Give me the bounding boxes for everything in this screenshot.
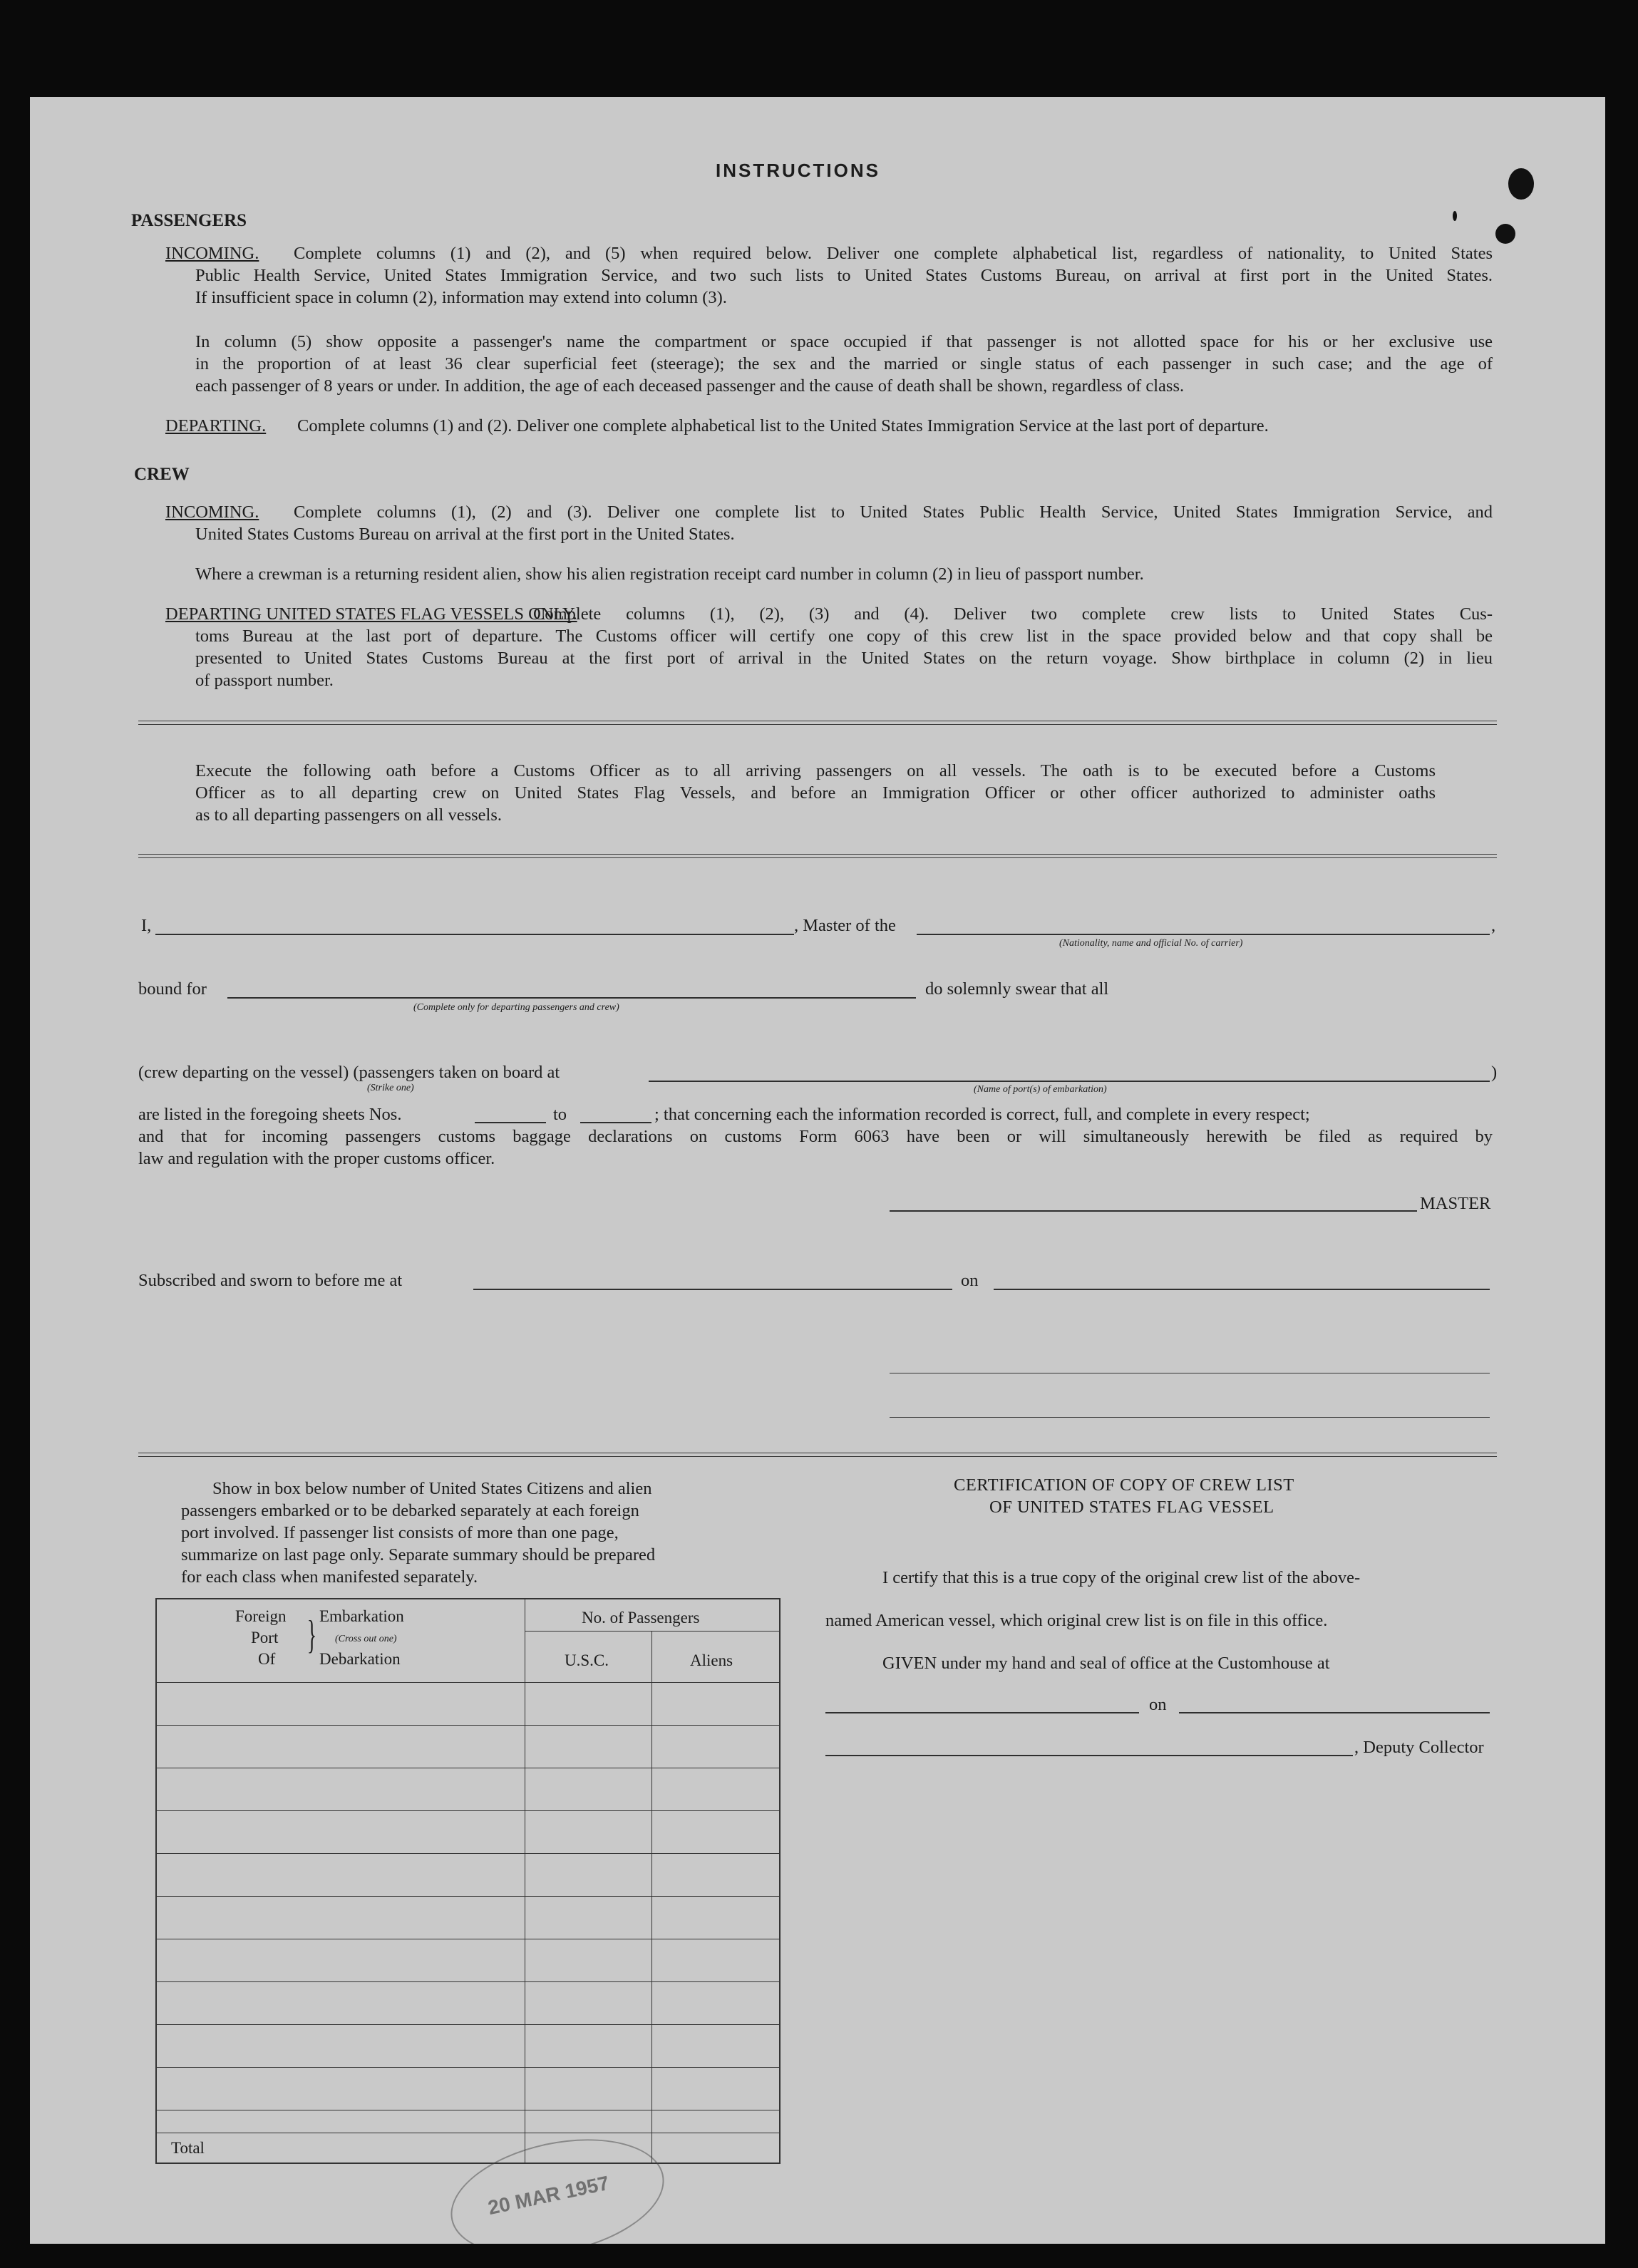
bound-caption: (Complete only for departing passengers and crew) bbox=[413, 1002, 619, 1013]
table-row bbox=[157, 1810, 779, 1811]
crew-incoming-line: Complete columns (1), (2) and (3). Deliver one complete list to United States Public Health Service, United States Immigration Service, and bbox=[294, 502, 1493, 522]
crew-alien-text: Where a crewman is a returning resident alien, show his alien registration receipt card number in column (2) in lieu of passport number. bbox=[195, 565, 1144, 584]
of-label: Of bbox=[258, 1650, 276, 1668]
table-row bbox=[157, 1981, 779, 1982]
table-row bbox=[157, 2067, 779, 2068]
table-header-bottom bbox=[157, 1682, 779, 1683]
passenger-summary-table bbox=[155, 1598, 781, 2164]
certification-date-field[interactable] bbox=[1179, 1712, 1490, 1713]
table-row bbox=[157, 1853, 779, 1854]
summary-line: passengers embarked or to be debarked separately at each foreign bbox=[181, 1501, 639, 1520]
table-row bbox=[157, 2024, 779, 2025]
crew-departing-line: Complete columns (1), (2), (3) and (4). Deliver two complete crew lists to United States Cus- bbox=[533, 604, 1493, 624]
officer-title-line[interactable] bbox=[890, 1417, 1490, 1418]
crew-incoming-label: INCOMING. bbox=[165, 502, 259, 522]
summary-line: Show in box below number of United States Citizens and alien bbox=[212, 1479, 652, 1498]
foreign-label: Foreign bbox=[235, 1607, 287, 1625]
sworn-place-field[interactable] bbox=[473, 1289, 952, 1290]
listed-to-label: to bbox=[553, 1105, 567, 1124]
debarkation-option[interactable]: Debarkation bbox=[319, 1650, 401, 1668]
table-row bbox=[157, 1896, 779, 1897]
passengers-incoming-line: Complete columns (1) and (2), and (5) when required below. Deliver one complete alphabetical list, regardless of nationality, to United States bbox=[294, 244, 1493, 263]
table-divider bbox=[525, 1631, 779, 1632]
swear-label: do solemnly swear that all bbox=[925, 979, 1109, 999]
master-signature-field[interactable] bbox=[890, 1210, 1417, 1212]
section-divider bbox=[138, 1453, 1497, 1457]
column5-line: each passenger of 8 years or under. In addition, the age of each deceased passenger and the cause of death shall be shown, regardless of class. bbox=[195, 376, 1185, 396]
page-title: INSTRUCTIONS bbox=[716, 160, 880, 181]
table-divider bbox=[651, 1631, 652, 2163]
summary-line: summarize on last page only. Separate summary should be prepared bbox=[181, 1545, 656, 1565]
ink-blot bbox=[1453, 211, 1457, 221]
cross-out-caption: (Cross out one) bbox=[335, 1634, 397, 1644]
strike-one-caption: (Strike one) bbox=[367, 1083, 414, 1093]
subscribed-label: Subscribed and sworn to before me at bbox=[138, 1271, 403, 1290]
bound-for-label: bound for bbox=[138, 979, 207, 999]
close-paren: ) bbox=[1491, 1063, 1498, 1082]
oath-intro-line: Officer as to all departing crew on United States Flag Vessels, and before an Immigration Officer or other officer authorized to administer oaths bbox=[195, 783, 1436, 803]
total-label: Total bbox=[171, 2139, 205, 2157]
given-line: GIVEN under my hand and seal of office at the Customhouse at bbox=[882, 1654, 1330, 1673]
customhouse-field[interactable] bbox=[825, 1712, 1139, 1713]
embarkation-field[interactable] bbox=[649, 1081, 1490, 1082]
passengers-departing-label: DEPARTING. bbox=[165, 416, 267, 435]
aliens-column-header: Aliens bbox=[690, 1651, 733, 1669]
deputy-collector-label: , Deputy Collector bbox=[1354, 1738, 1484, 1757]
sheet-from-field[interactable] bbox=[475, 1122, 546, 1123]
listed-text: ; that concerning each the information recorded is correct, full, and complete in every respect; bbox=[654, 1105, 1310, 1124]
sworn-date-field[interactable] bbox=[994, 1289, 1490, 1290]
crew-incoming-line: United States Customs Bureau on arrival at the first port in the United States. bbox=[195, 525, 735, 544]
summary-line: port involved. If passenger list consists of more than one page, bbox=[181, 1523, 619, 1542]
oath-i-label: I, bbox=[141, 916, 152, 935]
master-name-field[interactable] bbox=[155, 934, 794, 935]
summary-line: for each class when manifested separately. bbox=[181, 1567, 478, 1587]
certify-line: named American vessel, which original crew list is on file in this office. bbox=[825, 1611, 1328, 1630]
bound-for-field[interactable] bbox=[227, 997, 916, 999]
oath-intro-line: Execute the following oath before a Customs Officer as to all arriving passengers on all vessels. The oath is to be executed before a Customs bbox=[195, 761, 1436, 780]
certification-title: CERTIFICATION OF COPY OF CREW LIST bbox=[954, 1475, 1294, 1495]
crew-heading: CREW bbox=[134, 465, 190, 484]
passengers-heading: PASSENGERS bbox=[131, 211, 247, 230]
ink-blot bbox=[1495, 224, 1515, 244]
form-page bbox=[30, 97, 1605, 2244]
listed-line3: law and regulation with the proper customs officer. bbox=[138, 1149, 495, 1168]
passengers-incoming-line: If insufficient space in column (2), information may extend into column (3). bbox=[195, 288, 727, 307]
sheet-to-field[interactable] bbox=[580, 1122, 651, 1123]
table-row bbox=[157, 1725, 779, 1726]
sworn-on-label: on bbox=[961, 1271, 979, 1290]
column5-line: In column (5) show opposite a passenger's name the compartment or space occupied if that passenger is not allotted space for his or her exclusive use bbox=[195, 332, 1493, 351]
deputy-signature-field[interactable] bbox=[825, 1755, 1353, 1756]
section-divider bbox=[138, 854, 1497, 858]
comma: , bbox=[1491, 916, 1496, 935]
crew-departing-line: of passport number. bbox=[195, 671, 334, 690]
crew-departing-option: (crew departing on the vessel) (passengers taken on board at bbox=[138, 1063, 560, 1082]
embarkation-option[interactable]: Embarkation bbox=[319, 1607, 404, 1625]
port-label: Port bbox=[251, 1629, 279, 1646]
crew-departing-line: toms Bureau at the last port of departure. The Customs officer will certify one copy of this crew list in the space provided below and that copy shall be bbox=[195, 627, 1493, 646]
embarkation-caption: (Name of port(s) of embarkation) bbox=[974, 1084, 1107, 1095]
brace-icon: } bbox=[307, 1613, 317, 1657]
carrier-field[interactable] bbox=[917, 934, 1490, 935]
usc-column-header: U.S.C. bbox=[565, 1651, 609, 1669]
passengers-incoming-line: Public Health Service, United States Immigration Service, and two such lists to United States Customs Bureau, on arrival at first port in the United States. bbox=[195, 266, 1493, 285]
date-stamp-text: 20 MAR 1957 bbox=[485, 2171, 612, 2220]
listed-label: are listed in the foregoing sheets Nos. bbox=[138, 1105, 402, 1124]
master-of-the-label: , Master of the bbox=[794, 916, 896, 935]
certify-line: I certify that this is a true copy of the original crew list of the above- bbox=[882, 1568, 1361, 1587]
passengers-incoming-label: INCOMING. bbox=[165, 244, 259, 263]
crew-departing-label: DEPARTING UNITED STATES FLAG VESSELS ONLY. bbox=[165, 604, 577, 624]
certification-on-label: on bbox=[1149, 1695, 1167, 1714]
master-label: MASTER bbox=[1420, 1194, 1491, 1213]
column5-line: in the proportion of at least 36 clear superficial feet (steerage); the sex and the married or single status of each passenger in such case; and the age of bbox=[195, 354, 1493, 373]
oath-intro-line: as to all departing passengers on all vessels. bbox=[195, 805, 503, 825]
certification-title: OF UNITED STATES FLAG VESSEL bbox=[989, 1498, 1274, 1517]
crew-departing-line: presented to United States Customs Bureau at the first port of arrival in the United States on the return voyage. Show birthplace in column (2) in lieu bbox=[195, 649, 1493, 668]
passengers-departing-text: Complete columns (1) and (2). Deliver one complete alphabetical list to the United States Immigration Service at the last port of departure. bbox=[297, 416, 1269, 435]
nationality-caption: (Nationality, name and official No. of carrier) bbox=[1059, 938, 1243, 949]
ink-blot bbox=[1508, 168, 1534, 200]
listed-line2: and that for incoming passengers customs baggage declarations on customs Form 6063 have been or will simultaneously herewith be filed as required by bbox=[138, 1127, 1493, 1146]
section-divider bbox=[138, 721, 1497, 725]
passengers-column-header: No. of Passengers bbox=[582, 1609, 700, 1627]
